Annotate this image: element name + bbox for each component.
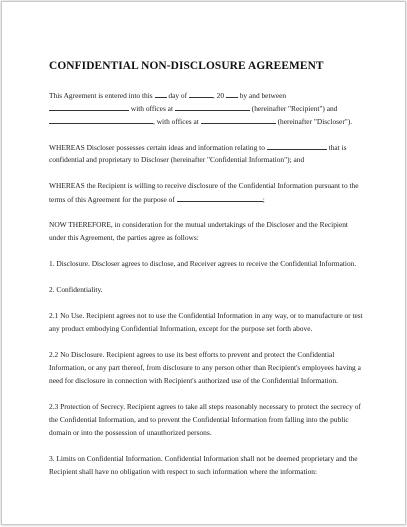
intro-line-2: [49, 103, 337, 113]
intro-text: This Agreement is entered into this: [49, 91, 153, 100]
now-therefore-line-2: under this Agreement, the parties agree as follows:: [49, 233, 199, 242]
intro-line-1: [49, 90, 286, 100]
section-2-3-line-1: 2.3 Protection of Secrecy. Recipient agrees to take all steps reasonably necessary to protect the secrecy of: [49, 402, 361, 411]
now-therefore-line-1: NOW THEREFORE, in consideration for the mutual undertakings of the Discloser and the Recipient: [49, 220, 348, 229]
intro-text: , 20: [212, 91, 225, 100]
paragraph-text: that is: [328, 143, 347, 152]
section-1-disclosure: 1. Disclosure. Discloser agrees to disclose, and Receiver agrees to receive the Confidential Information.: [49, 259, 357, 268]
section-2-1-line-2: any product embodying Confidential Information, except for the purpose set forth above.: [49, 324, 313, 333]
recipient-name-blank[interactable]: [49, 103, 129, 111]
discloser-address-blank[interactable]: [201, 116, 276, 124]
intro-text: with offices at: [130, 104, 174, 113]
recipient-address-blank[interactable]: [175, 103, 250, 111]
section-3-line-2: Recipient shall have no obligation with respect to such information where the information:: [49, 467, 318, 476]
document-title: CONFIDENTIAL NON-DISCLOSURE AGREEMENT: [49, 60, 324, 72]
subject-blank[interactable]: [267, 142, 327, 150]
whereas-1-line-2: confidential and proprietary to Discloser (hereinafter "Confidential Information"); and: [49, 155, 305, 164]
document-page: [1, 1, 406, 525]
month-blank[interactable]: [189, 90, 213, 98]
section-2-3-line-3: domain or into the possession of unauthorized persons.: [49, 428, 212, 437]
paragraph-text: terms of this Agreement for the purpose of: [49, 195, 175, 204]
day-blank[interactable]: [155, 90, 167, 98]
whereas-2-line-1: WHEREAS the Recipient is willing to receive disclosure of the Confidential Information pursuant to the: [49, 181, 359, 190]
section-2-2-line-3: need for disclosure in connection with Recipient's authorized use of the Confidential Information.: [49, 376, 338, 385]
intro-text: day of: [168, 91, 188, 100]
section-2-3-line-2: the Confidential Information, and to prevent the Confidential Information from falling into the public: [49, 415, 349, 424]
intro-line-3: [49, 116, 352, 126]
intro-text: (hereinafter "Recipient") and: [251, 104, 338, 113]
section-3-line-1: 3. Limits on Confidential Information. Confidential Information shall not be deemed proprietary and the: [49, 454, 358, 463]
whereas-2-line-2: [49, 194, 265, 204]
paragraph-text: ;: [262, 195, 265, 204]
paragraph-text: WHEREAS Discloser possesses certain ideas and information relating to: [49, 143, 265, 152]
section-2-1-line-1: 2.1 No Use. Recipient agrees not to use the Confidential Information in any way, or to manufacture or test: [49, 311, 363, 320]
whereas-1-line-1: [49, 142, 347, 152]
year-blank[interactable]: [226, 90, 238, 98]
intro-text: (hereinafter "Discloser").: [277, 117, 353, 126]
intro-text: , with offices at: [153, 117, 199, 126]
section-2-2-line-2: Information, or any part thereof, from disclosure to any person other than Recipient's employees having a: [49, 363, 361, 372]
discloser-name-blank[interactable]: [49, 116, 153, 124]
section-2-2-line-1: 2.2 No Disclosure. Recipient agrees to use its best efforts to prevent and protect the Confidential: [49, 350, 335, 359]
intro-text: by and between: [239, 91, 287, 100]
purpose-blank[interactable]: [177, 194, 263, 202]
section-2-confidentiality: 2. Confidentiality.: [49, 285, 103, 294]
